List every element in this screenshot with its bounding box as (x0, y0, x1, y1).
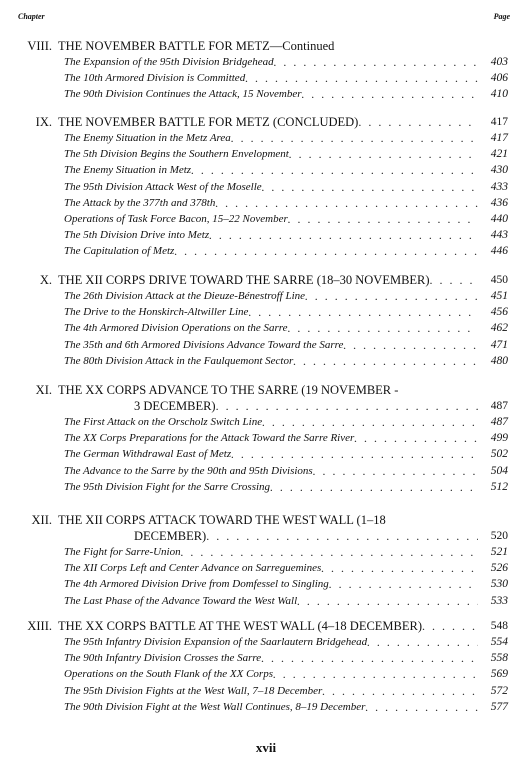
section-title: The 90th Division Fight at the West Wall Continues, 8–19 December (64, 700, 366, 713)
section-title: The 5th Division Begins the Southern Envelopment (64, 148, 289, 161)
section-page: 410 (490, 88, 508, 101)
section-page: 403 (490, 56, 508, 68)
chapter-title-row (134, 398, 508, 414)
section-title: The Advance to the Sarre by the 90th and 95th Divisions (64, 464, 313, 477)
section-entry (64, 634, 508, 650)
chapter-page: 417 (490, 116, 508, 128)
leader-dots (365, 699, 478, 715)
section-title: The XII Corps Left and Center Advance on Sarreguemines (64, 562, 322, 575)
section-page: 462 (490, 322, 508, 335)
section-title: The Capitulation of Metz (64, 245, 175, 258)
section-title: The Enemy Situation in the Metz Area (64, 132, 231, 144)
leader-dots (354, 430, 478, 446)
chapter-number: IX. (35, 115, 52, 129)
chapter-title: THE XX CORPS ADVANCE TO THE SARRE (19 NOVEMBER - (58, 383, 399, 397)
section-title: The 80th Division Attack in the Faulquemont Sector (64, 354, 294, 367)
section-page: 577 (490, 700, 508, 713)
section-title: The 95th Division Attack West of the Moselle (64, 180, 262, 193)
section-page: 512 (490, 480, 508, 493)
section-title: The 95th Division Fights at the West Wall, 7–18 December (64, 684, 323, 697)
section-page: 569 (490, 668, 508, 681)
section-title: The XX Corps Preparations for the Attack Toward the Sarre River (64, 432, 355, 445)
section-entry (64, 179, 508, 195)
section-entry (64, 544, 508, 560)
chapter-number: XI. (35, 383, 52, 397)
section-page: 436 (490, 196, 508, 209)
section-entry (64, 353, 508, 369)
section-title: The 90th Division Continues the Attack, 15 November (64, 88, 302, 101)
leader-dots (181, 544, 478, 560)
leader-dots (322, 683, 478, 699)
leader-dots (231, 446, 478, 462)
section-entry (64, 227, 508, 243)
section-entry (64, 304, 508, 320)
section-entry (64, 430, 508, 446)
section-title: The German Withdrawal East of Metz (64, 448, 232, 461)
leader-dots (302, 86, 479, 102)
chapter-entry (14, 114, 508, 260)
chapter-title-row (58, 114, 508, 130)
section-entry (64, 211, 508, 227)
chapter-title: DECEMBER) (134, 529, 207, 543)
chapter-title-row (58, 272, 508, 288)
section-title: The 95th Infantry Division Expansion of the Saarlautern Bridgehead (64, 636, 368, 648)
leader-dots (343, 337, 478, 353)
section-title: The 90th Infantry Division Crosses the Sarre (64, 652, 262, 665)
section-page: 430 (490, 164, 508, 177)
section-title: The 10th Armored Division is Committed (64, 72, 246, 85)
leader-dots (174, 243, 478, 259)
leader-dots (289, 146, 478, 162)
leader-dots (215, 195, 478, 211)
chapter-number: XIII. (27, 619, 52, 633)
chapter-entry (14, 38, 508, 103)
section-entry (64, 446, 508, 462)
chapter-column-header: Chapter (18, 12, 45, 21)
section-page: 480 (490, 354, 508, 367)
section-title: The Expansion of the 95th Division Bridgehead (64, 56, 274, 68)
leader-dots (288, 211, 478, 227)
page-column-header: Page (493, 12, 510, 21)
section-entry (64, 593, 508, 609)
section-entry (64, 463, 508, 479)
section-entry (64, 70, 508, 86)
section-title: The 4th Armored Division Operations on the Sarre (64, 322, 288, 335)
section-title: The Drive to the Honskirch-Altwiller Line (64, 306, 249, 319)
chapter-title: THE NOVEMBER BATTLE FOR METZ—Continued (58, 39, 335, 53)
section-entry (64, 86, 508, 102)
section-page: 451 (490, 290, 508, 302)
section-entry (64, 683, 508, 699)
leader-dots (245, 70, 478, 86)
leader-dots (321, 560, 478, 576)
leader-dots (297, 593, 478, 609)
section-entry (64, 699, 508, 715)
section-page: 530 (490, 578, 508, 591)
chapter-page: 487 (490, 400, 508, 412)
section-entry (64, 320, 508, 336)
section-page: 502 (490, 448, 508, 461)
leader-dots (274, 54, 478, 70)
chapter-number: XII. (31, 513, 52, 527)
leader-dots (262, 414, 478, 430)
leader-dots (273, 666, 478, 682)
chapter-title-row (58, 38, 508, 54)
leader-dots (288, 320, 478, 336)
section-title: The Fight for Sarre-Union (64, 546, 181, 558)
leader-dots (430, 272, 478, 288)
chapter-title: THE XII CORPS DRIVE TOWARD THE SARRE (18–30 NOVEMBER) (58, 273, 430, 287)
section-page: 440 (490, 212, 508, 225)
section-entry (64, 479, 508, 495)
section-page: 446 (490, 245, 508, 258)
section-page: 504 (490, 464, 508, 477)
chapter-entry (14, 618, 508, 715)
leader-dots (313, 463, 478, 479)
section-title: The 35th and 6th Armored Divisions Advance Toward the Sarre (64, 338, 344, 351)
leader-dots (216, 398, 478, 414)
section-title: The Enemy Situation in Metz (64, 164, 192, 177)
leader-dots (358, 114, 478, 130)
section-entry (64, 576, 508, 592)
section-entry (64, 54, 508, 70)
chapter-title-row (134, 528, 508, 544)
section-page: 526 (490, 562, 508, 575)
section-page: 487 (490, 416, 508, 428)
section-entry (64, 650, 508, 666)
leader-dots (261, 650, 478, 666)
chapter-page: 520 (490, 530, 508, 542)
section-title: Operations of Task Force Bacon, 15–22 November (64, 212, 288, 225)
leader-dots (248, 304, 478, 320)
section-page: 421 (490, 148, 508, 161)
section-page: 558 (490, 652, 508, 665)
chapter-title-row (58, 618, 508, 634)
section-page: 572 (490, 684, 508, 697)
section-entry (64, 195, 508, 211)
section-entry (64, 288, 508, 304)
section-title: The 5th Division Drive into Metz (64, 229, 210, 242)
chapter-number: VIII. (27, 39, 52, 53)
section-entry (64, 146, 508, 162)
chapter-title: THE NOVEMBER BATTLE FOR METZ (CONCLUDED) (58, 115, 359, 129)
chapter-title: 3 DECEMBER) (134, 399, 216, 413)
section-entry (64, 337, 508, 353)
leader-dots (209, 227, 478, 243)
section-title: The Attack by the 377th and 378th (64, 196, 216, 209)
leader-dots (270, 479, 478, 495)
chapter-entry (14, 272, 508, 369)
chapter-title-row (58, 382, 508, 398)
section-title: The Last Phase of the Advance Toward the West Wall (64, 594, 298, 607)
chapter-entry (14, 382, 508, 495)
section-page: 554 (490, 636, 508, 648)
section-entry (64, 560, 508, 576)
chapter-number: X. (39, 273, 52, 287)
section-title: The 4th Armored Division Drive from Domfessel to Singling (64, 578, 329, 591)
leader-dots (293, 353, 478, 369)
section-title: Operations on the South Flank of the XX Corps (64, 668, 273, 681)
section-page: 521 (490, 546, 508, 558)
section-title: The First Attack on the Orscholz Switch Line (64, 416, 263, 428)
section-title: The 95th Division Fight for the Sarre Crossing (64, 480, 271, 493)
section-page: 471 (490, 338, 508, 351)
leader-dots (191, 162, 478, 178)
leader-dots (329, 576, 478, 592)
leader-dots (422, 618, 478, 634)
chapter-title: THE XX CORPS BATTLE AT THE WEST WALL (4–18 DECEMBER) (58, 619, 423, 633)
section-entry (64, 666, 508, 682)
section-page: 456 (490, 306, 508, 319)
chapter-page: 450 (490, 274, 508, 286)
section-entry (64, 414, 508, 430)
page-number-footer: xvii (255, 740, 277, 755)
chapter-page: 548 (490, 620, 508, 632)
leader-dots (206, 528, 478, 544)
chapter-title-row (58, 512, 508, 528)
section-entry (64, 130, 508, 146)
section-page: 443 (490, 229, 508, 242)
leader-dots (231, 130, 478, 146)
leader-dots (367, 634, 478, 650)
leader-dots (305, 288, 478, 304)
leader-dots (262, 179, 478, 195)
section-entry (64, 243, 508, 259)
section-page: 406 (490, 72, 508, 85)
chapter-entry (14, 512, 508, 609)
section-page: 533 (490, 594, 508, 607)
section-page: 499 (490, 432, 508, 445)
chapter-title: THE XII CORPS ATTACK TOWARD THE WEST WALL (1–18 (58, 513, 386, 527)
section-page: 433 (490, 180, 508, 193)
section-title: The 26th Division Attack at the Dieuze-Bénestroff Line (64, 290, 306, 302)
section-entry (64, 162, 508, 178)
section-page: 417 (490, 132, 508, 144)
